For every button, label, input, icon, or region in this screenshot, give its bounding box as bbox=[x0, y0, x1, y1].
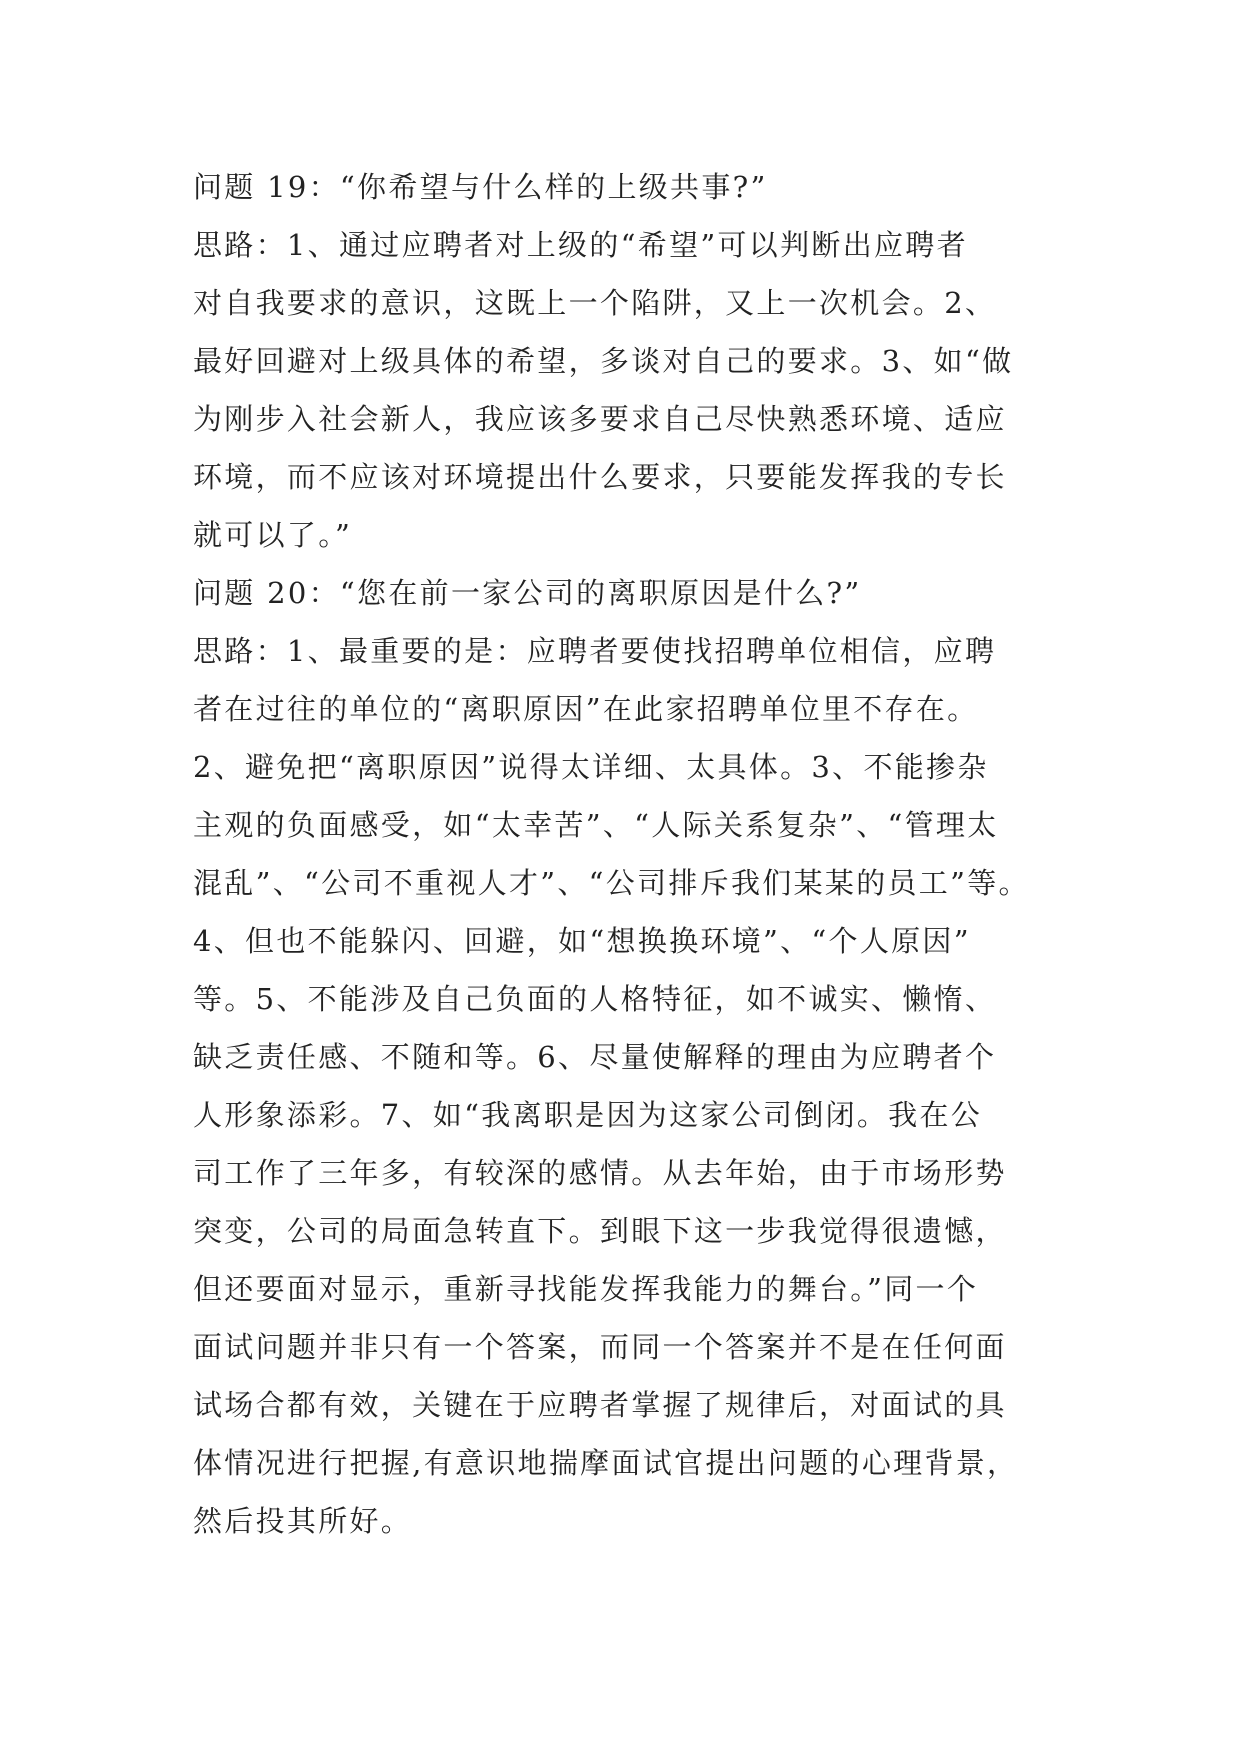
text-line: 最好回避对上级具体的希望，多谈对自己的要求。3、如“做 bbox=[193, 344, 1014, 378]
text-line: 2、避免把“离职原因”说得太详细、太具体。3、不能掺杂 bbox=[193, 750, 989, 784]
text-line: 环境，而不应该对环境提出什么要求，只要能发挥我的专长 bbox=[193, 460, 1007, 494]
question-20-heading: 问题 20：“您在前一家公司的离职原因是什么?” bbox=[193, 576, 862, 610]
document-body bbox=[193, 158, 1073, 1550]
text-line: 为刚步入社会新人，我应该多要求自己尽快熟悉环境、适应 bbox=[193, 402, 1007, 436]
text-line: 对自我要求的意识，这既上一个陷阱，又上一次机会。2、 bbox=[193, 286, 997, 320]
text-line: 但还要面对显示，重新寻找能发挥我能力的舞台。”同一个 bbox=[193, 1272, 979, 1306]
text-line: 缺乏责任感、不随和等。6、尽量使解释的理由为应聘者个 bbox=[193, 1040, 997, 1074]
text-line: 就可以了。” bbox=[193, 518, 353, 552]
text-line: 面试问题并非只有一个答案，而同一个答案并不是在任何面 bbox=[193, 1330, 1007, 1364]
text-line: 主观的负面感受，如“太幸苦”、“人际关系复杂”、“管理太 bbox=[193, 808, 999, 842]
text-line: 等。5、不能涉及自己负面的人格特征，如不诚实、懒惰、 bbox=[193, 982, 997, 1016]
text-line: 思路：1、最重要的是：应聘者要使找招聘单位相信，应聘 bbox=[193, 634, 997, 668]
text-line: 4、但也不能躲闪、回避，如“想换换环境”、“个人原因” bbox=[193, 924, 971, 958]
text-line: 司工作了三年多，有较深的感情。从去年始，由于市场形势 bbox=[193, 1156, 1007, 1190]
text-line: 然后投其所好。 bbox=[193, 1504, 413, 1538]
text-line: 者在过往的单位的“离职原因”在此家招聘单位里不存在。 bbox=[193, 692, 979, 726]
text-line: 混乱”、“公司不重视人才”、“公司排斥我们某某的员工”等。 bbox=[193, 866, 1030, 900]
question-19-heading: 问题 19：“你希望与什么样的上级共事?” bbox=[193, 170, 768, 204]
text-line: 体情况进行把握,有意识地揣摩面试官提出问题的心理背景， bbox=[193, 1446, 1019, 1480]
text-line: 突变，公司的局面急转直下。到眼下这一步我觉得很遗憾， bbox=[193, 1214, 1007, 1248]
text-line: 思路：1、通过应聘者对上级的“希望”可以判断出应聘者 bbox=[193, 228, 968, 262]
text-line: 试场合都有效，关键在于应聘者掌握了规律后，对面试的具 bbox=[193, 1388, 1007, 1422]
text-line: 人形象添彩。7、如“我离职是因为这家公司倒闭。我在公 bbox=[193, 1098, 983, 1132]
